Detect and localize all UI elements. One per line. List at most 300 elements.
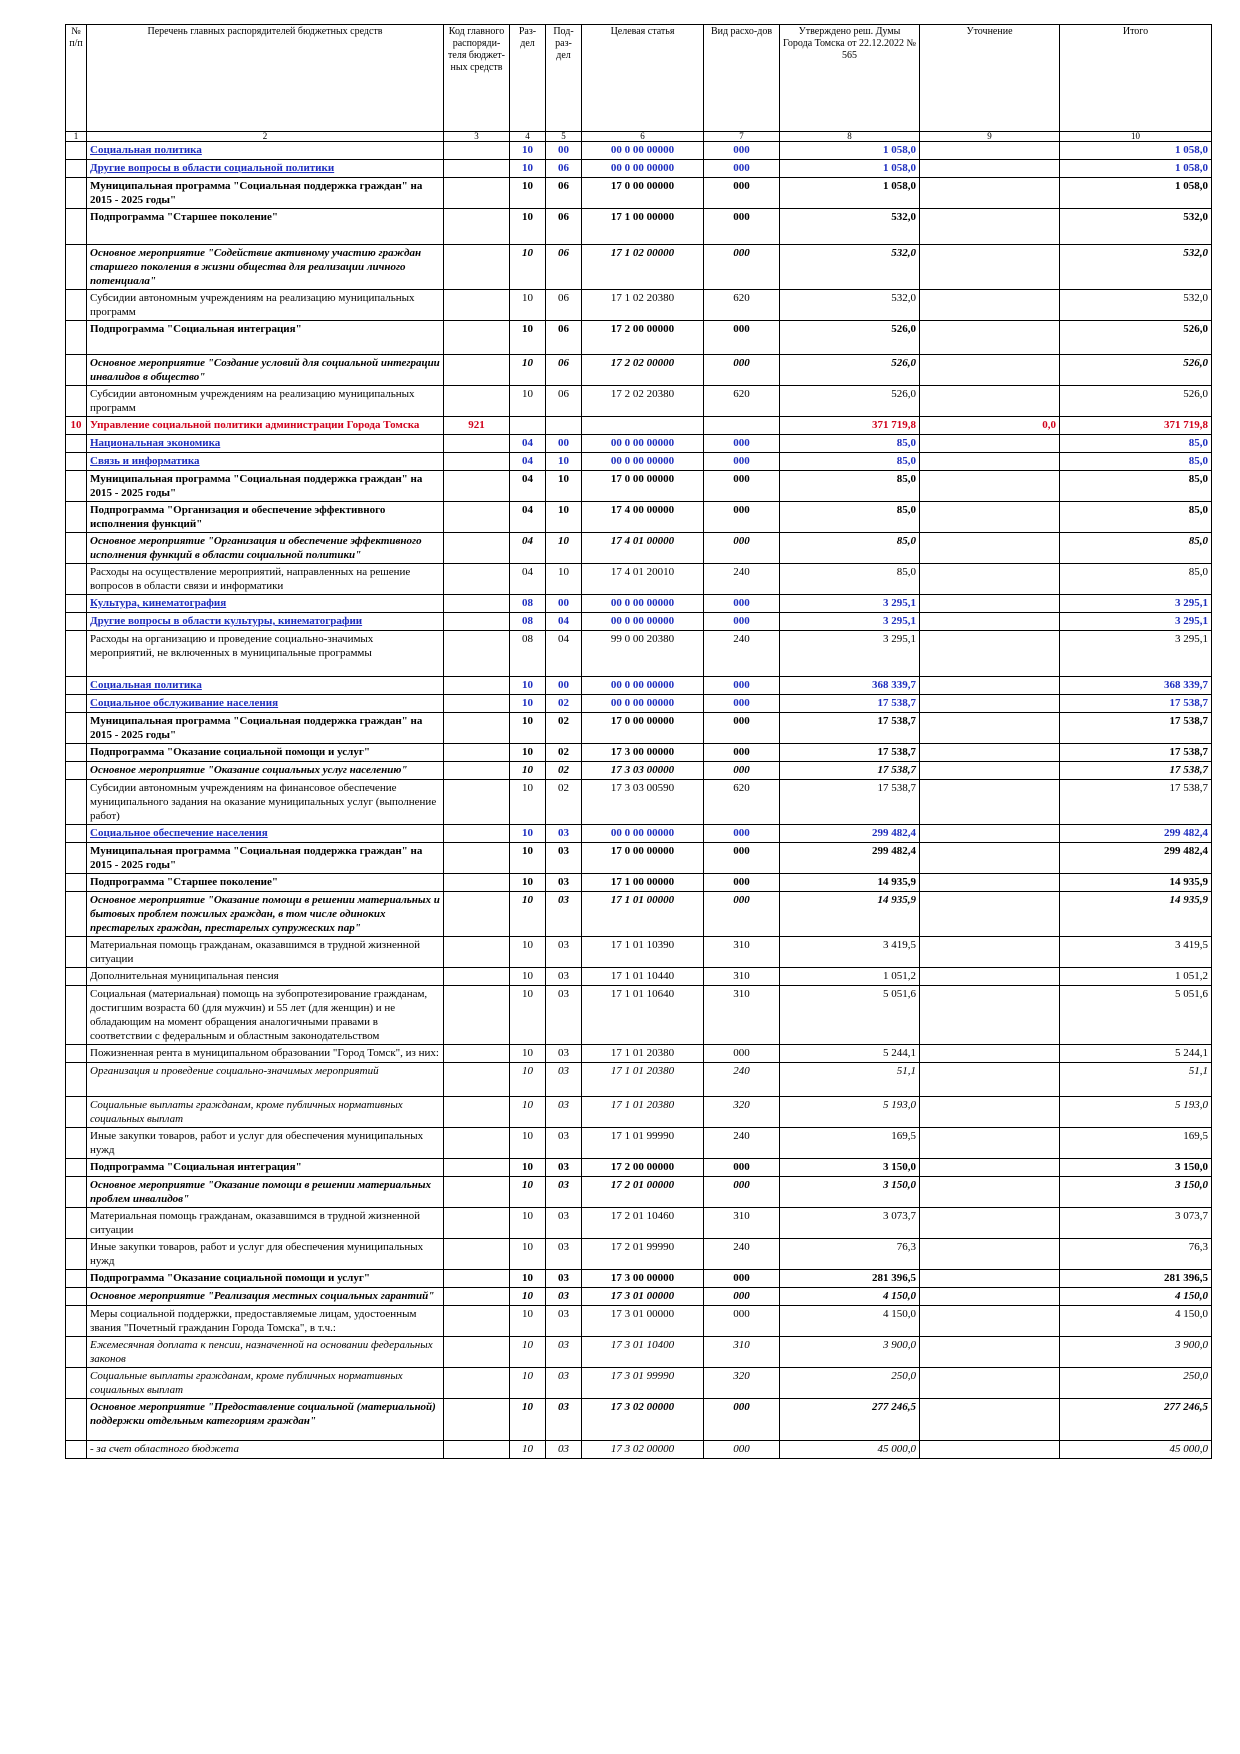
row-clarification [920, 321, 1060, 355]
table-row [66, 874, 1212, 892]
row-code [444, 1045, 510, 1063]
row-name: Основное мероприятие "Содействие активному участию граждан старшего поколения в жизни общества для реализации личного потенциала" [87, 245, 444, 290]
row-code [444, 1441, 510, 1459]
row-expense-type: 620 [704, 780, 780, 825]
row-code [444, 533, 510, 564]
row-clarification [920, 1270, 1060, 1288]
row-target-item: 17 4 01 20010 [582, 564, 704, 595]
row-target-item: 99 0 00 20380 [582, 631, 704, 677]
row-name: Основное мероприятие "Создание условий для социальной интеграции инвалидов в общество" [87, 355, 444, 386]
table-row [66, 1128, 1212, 1159]
row-name: Материальная помощь гражданам, оказавшимся в трудной жизненной ситуации [87, 1208, 444, 1239]
row-expense-type: 000 [704, 471, 780, 502]
row-expense-type: 000 [704, 613, 780, 631]
row-total: 3 295,1 [1060, 595, 1212, 613]
row-target-item: 17 4 01 00000 [582, 533, 704, 564]
row-section: 10 [510, 1159, 546, 1177]
row-expense-type: 320 [704, 1097, 780, 1128]
row-expense-type: 240 [704, 631, 780, 677]
row-number [66, 533, 87, 564]
row-name: Основное мероприятие "Организация и обеспечение эффективного исполнения функций в области социальной политики" [87, 533, 444, 564]
row-total: 532,0 [1060, 245, 1212, 290]
row-name: Подпрограмма "Организация и обеспечение эффективного исполнения функций" [87, 502, 444, 533]
row-expense-type: 310 [704, 1337, 780, 1368]
row-subsection: 02 [546, 744, 582, 762]
row-name: Социальная (материальная) помощь на зубопротезирование гражданам, достигшим возраста 60 (для мужчин) и 55 лет (для женщин) и не обладающим на момент обращения аналогичными правами в соответствии с федеральным и областным законодательством [87, 986, 444, 1045]
row-clarification [920, 386, 1060, 417]
row-code [444, 502, 510, 533]
row-expense-type: 000 [704, 1288, 780, 1306]
row-approved: 85,0 [780, 533, 920, 564]
row-approved: 526,0 [780, 355, 920, 386]
row-name: Социальная политика [87, 677, 444, 695]
table-row [66, 355, 1212, 386]
row-clarification [920, 142, 1060, 160]
table-row [66, 321, 1212, 355]
row-number [66, 564, 87, 595]
row-section: 10 [510, 874, 546, 892]
row-clarification [920, 471, 1060, 502]
row-expense-type: 320 [704, 1368, 780, 1399]
row-expense-type: 000 [704, 355, 780, 386]
row-target-item: 17 4 00 00000 [582, 502, 704, 533]
row-section: 10 [510, 695, 546, 713]
row-code [444, 290, 510, 321]
row-subsection: 03 [546, 825, 582, 843]
row-clarification [920, 533, 1060, 564]
row-name: Субсидии автономным учреждениям на реализацию муниципальных программ [87, 386, 444, 417]
row-total: 1 058,0 [1060, 160, 1212, 178]
row-approved: 3 900,0 [780, 1337, 920, 1368]
column-number: 1 [66, 132, 87, 142]
row-total: 85,0 [1060, 435, 1212, 453]
row-expense-type: 000 [704, 160, 780, 178]
row-section: 08 [510, 613, 546, 631]
column-number: 8 [780, 132, 920, 142]
header-section: Раз-дел [510, 25, 546, 132]
row-clarification [920, 502, 1060, 533]
row-target-item: 17 0 00 00000 [582, 713, 704, 744]
row-name: Ежемесячная доплата к пенсии, назначенной на основании федеральных законов [87, 1337, 444, 1368]
table-row [66, 1097, 1212, 1128]
row-code [444, 695, 510, 713]
row-approved: 85,0 [780, 453, 920, 471]
row-code [444, 471, 510, 502]
row-expense-type: 000 [704, 762, 780, 780]
row-expense-type: 000 [704, 533, 780, 564]
row-section: 10 [510, 1270, 546, 1288]
row-subsection: 02 [546, 713, 582, 744]
row-approved: 85,0 [780, 564, 920, 595]
row-number [66, 386, 87, 417]
row-code [444, 595, 510, 613]
row-target-item: 17 3 00 00000 [582, 744, 704, 762]
row-section: 10 [510, 713, 546, 744]
row-number [66, 1159, 87, 1177]
row-target-item: 17 3 01 00000 [582, 1306, 704, 1337]
row-approved: 5 244,1 [780, 1045, 920, 1063]
table-row [66, 1441, 1212, 1459]
header-target-item: Целевая статья [582, 25, 704, 132]
row-clarification [920, 453, 1060, 471]
row-section: 10 [510, 968, 546, 986]
row-target-item: 17 2 01 10460 [582, 1208, 704, 1239]
row-clarification [920, 695, 1060, 713]
row-subsection: 00 [546, 595, 582, 613]
row-expense-type: 000 [704, 178, 780, 209]
row-code [444, 1177, 510, 1208]
row-name: Основное мероприятие "Оказание помощи в решении материальных и бытовых проблем пожилых граждан, в том числе одиноких престарелых граждан, престарелых супружеских пар" [87, 892, 444, 937]
row-expense-type: 000 [704, 825, 780, 843]
row-name: Культура, кинематография [87, 595, 444, 613]
row-target-item: 17 3 00 00000 [582, 1270, 704, 1288]
row-total: 3 150,0 [1060, 1159, 1212, 1177]
row-section: 10 [510, 892, 546, 937]
row-number [66, 1177, 87, 1208]
row-total: 3 295,1 [1060, 631, 1212, 677]
row-code [444, 744, 510, 762]
row-section: 04 [510, 502, 546, 533]
column-number: 9 [920, 132, 1060, 142]
row-code [444, 1306, 510, 1337]
row-number [66, 631, 87, 677]
row-name: - за счет областного бюджета [87, 1441, 444, 1459]
row-clarification [920, 613, 1060, 631]
row-expense-type: 000 [704, 1441, 780, 1459]
row-subsection: 00 [546, 435, 582, 453]
row-approved: 3 419,5 [780, 937, 920, 968]
row-subsection: 03 [546, 1159, 582, 1177]
row-total: 17 538,7 [1060, 695, 1212, 713]
row-section: 10 [510, 1399, 546, 1441]
row-section: 04 [510, 564, 546, 595]
row-section: 08 [510, 595, 546, 613]
row-total: 1 058,0 [1060, 142, 1212, 160]
row-target-item: 00 0 00 00000 [582, 613, 704, 631]
row-approved: 14 935,9 [780, 892, 920, 937]
row-clarification [920, 825, 1060, 843]
table-row [66, 780, 1212, 825]
row-expense-type: 310 [704, 937, 780, 968]
row-target-item: 17 2 01 99990 [582, 1239, 704, 1270]
column-number: 6 [582, 132, 704, 142]
row-clarification [920, 762, 1060, 780]
row-subsection: 03 [546, 892, 582, 937]
header-approved: Утверждено реш. Думы Города Томска от 22.12.2022 № 565 [780, 25, 920, 132]
row-total: 5 244,1 [1060, 1045, 1212, 1063]
row-code [444, 1063, 510, 1097]
row-name: Муниципальная программа "Социальная поддержка граждан" на 2015 - 2025 годы" [87, 471, 444, 502]
row-approved: 17 538,7 [780, 713, 920, 744]
table-row [66, 613, 1212, 631]
row-subsection: 03 [546, 843, 582, 874]
row-target-item: 17 3 01 99990 [582, 1368, 704, 1399]
row-total: 17 538,7 [1060, 780, 1212, 825]
row-total: 17 538,7 [1060, 744, 1212, 762]
row-target-item: 00 0 00 00000 [582, 435, 704, 453]
row-name: Социальное обеспечение населения [87, 825, 444, 843]
row-subsection: 10 [546, 453, 582, 471]
row-approved: 3 295,1 [780, 631, 920, 677]
row-approved: 371 719,8 [780, 417, 920, 435]
row-name: Подпрограмма "Старшее поколение" [87, 209, 444, 245]
row-code [444, 1159, 510, 1177]
row-name: Расходы на организацию и проведение социально-значимых мероприятий, не включенных в муниципальные программы [87, 631, 444, 677]
table-row [66, 502, 1212, 533]
row-clarification [920, 1337, 1060, 1368]
row-target-item: 17 2 00 00000 [582, 1159, 704, 1177]
row-number [66, 613, 87, 631]
row-target-item: 00 0 00 00000 [582, 453, 704, 471]
row-approved: 51,1 [780, 1063, 920, 1097]
row-code [444, 874, 510, 892]
row-name: Социальные выплаты гражданам, кроме публичных нормативных социальных выплат [87, 1097, 444, 1128]
row-total: 3 900,0 [1060, 1337, 1212, 1368]
row-number [66, 502, 87, 533]
row-name: Подпрограмма "Оказание социальной помощи и услуг" [87, 1270, 444, 1288]
row-expense-type: 240 [704, 1239, 780, 1270]
table-row [66, 1159, 1212, 1177]
row-number [66, 1306, 87, 1337]
row-number [66, 1441, 87, 1459]
table-row [66, 1177, 1212, 1208]
column-number: 3 [444, 132, 510, 142]
table-row [66, 564, 1212, 595]
row-approved: 4 150,0 [780, 1288, 920, 1306]
table-header [66, 25, 1212, 142]
row-number [66, 1288, 87, 1306]
row-approved: 532,0 [780, 245, 920, 290]
row-target-item: 17 1 02 00000 [582, 245, 704, 290]
row-approved: 85,0 [780, 502, 920, 533]
row-subsection: 03 [546, 968, 582, 986]
row-approved: 1 058,0 [780, 142, 920, 160]
row-expense-type: 310 [704, 1208, 780, 1239]
row-subsection: 03 [546, 1368, 582, 1399]
row-code [444, 937, 510, 968]
row-total: 14 935,9 [1060, 892, 1212, 937]
row-approved: 1 051,2 [780, 968, 920, 986]
row-subsection: 03 [546, 1441, 582, 1459]
row-section: 04 [510, 453, 546, 471]
row-number [66, 1045, 87, 1063]
row-subsection: 10 [546, 502, 582, 533]
row-target-item: 17 3 03 00000 [582, 762, 704, 780]
header-expense-type: Вид расхо-дов [704, 25, 780, 132]
row-approved: 3 150,0 [780, 1159, 920, 1177]
row-target-item: 17 1 00 00000 [582, 209, 704, 245]
column-number: 2 [87, 132, 444, 142]
row-number [66, 713, 87, 744]
row-target-item: 17 1 01 20380 [582, 1063, 704, 1097]
row-approved: 45 000,0 [780, 1441, 920, 1459]
row-section: 04 [510, 435, 546, 453]
row-approved: 281 396,5 [780, 1270, 920, 1288]
row-number [66, 780, 87, 825]
table-row [66, 695, 1212, 713]
row-total: 250,0 [1060, 1368, 1212, 1399]
row-clarification [920, 1239, 1060, 1270]
row-clarification [920, 744, 1060, 762]
header-name: Перечень главных распорядителей бюджетных средств [87, 25, 444, 132]
column-number: 7 [704, 132, 780, 142]
row-subsection: 04 [546, 631, 582, 677]
row-target-item: 00 0 00 00000 [582, 677, 704, 695]
table-row [66, 453, 1212, 471]
row-clarification [920, 1097, 1060, 1128]
row-number [66, 892, 87, 937]
row-code [444, 631, 510, 677]
row-approved: 5 051,6 [780, 986, 920, 1045]
row-expense-type: 000 [704, 142, 780, 160]
row-total: 526,0 [1060, 386, 1212, 417]
table-row [66, 386, 1212, 417]
row-number [66, 1208, 87, 1239]
row-target-item: 17 1 01 00000 [582, 892, 704, 937]
row-subsection: 00 [546, 142, 582, 160]
row-expense-type: 310 [704, 986, 780, 1045]
row-code [444, 892, 510, 937]
row-approved: 277 246,5 [780, 1399, 920, 1441]
row-total: 85,0 [1060, 533, 1212, 564]
row-total: 526,0 [1060, 321, 1212, 355]
row-section: 10 [510, 1337, 546, 1368]
row-expense-type: 000 [704, 1177, 780, 1208]
row-target-item: 17 2 02 20380 [582, 386, 704, 417]
row-total: 85,0 [1060, 502, 1212, 533]
row-clarification [920, 245, 1060, 290]
row-number [66, 986, 87, 1045]
row-expense-type: 000 [704, 435, 780, 453]
row-total: 169,5 [1060, 1128, 1212, 1159]
row-expense-type: 000 [704, 245, 780, 290]
column-number: 5 [546, 132, 582, 142]
row-number [66, 209, 87, 245]
table-row [66, 843, 1212, 874]
row-clarification [920, 595, 1060, 613]
table-row [66, 677, 1212, 695]
header-subsection: Под-раз-дел [546, 25, 582, 132]
table-row [66, 1063, 1212, 1097]
row-total: 371 719,8 [1060, 417, 1212, 435]
row-section: 10 [510, 1368, 546, 1399]
row-section: 10 [510, 160, 546, 178]
row-subsection [546, 417, 582, 435]
row-code [444, 1399, 510, 1441]
row-approved: 3 295,1 [780, 613, 920, 631]
row-code [444, 986, 510, 1045]
row-name: Иные закупки товаров, работ и услуг для обеспечения муниципальных нужд [87, 1239, 444, 1270]
row-name: Подпрограмма "Старшее поколение" [87, 874, 444, 892]
row-target-item: 17 1 01 10440 [582, 968, 704, 986]
row-clarification [920, 713, 1060, 744]
row-name: Социальная политика [87, 142, 444, 160]
row-clarification [920, 355, 1060, 386]
row-total: 4 150,0 [1060, 1288, 1212, 1306]
table-row [66, 160, 1212, 178]
row-subsection: 02 [546, 780, 582, 825]
row-total: 3 073,7 [1060, 1208, 1212, 1239]
row-section: 10 [510, 937, 546, 968]
table-row [66, 209, 1212, 245]
row-subsection: 03 [546, 1399, 582, 1441]
row-target-item: 17 1 01 10640 [582, 986, 704, 1045]
row-number [66, 435, 87, 453]
row-clarification [920, 1045, 1060, 1063]
row-number [66, 1399, 87, 1441]
row-subsection: 06 [546, 209, 582, 245]
row-expense-type: 000 [704, 1399, 780, 1441]
row-approved: 76,3 [780, 1239, 920, 1270]
row-expense-type: 000 [704, 595, 780, 613]
row-approved: 17 538,7 [780, 695, 920, 713]
row-section: 10 [510, 1128, 546, 1159]
row-section: 10 [510, 178, 546, 209]
row-code [444, 355, 510, 386]
row-total: 299 482,4 [1060, 843, 1212, 874]
row-code [444, 762, 510, 780]
row-total: 17 538,7 [1060, 762, 1212, 780]
column-number: 10 [1060, 132, 1212, 142]
row-section: 10 [510, 142, 546, 160]
row-expense-type: 000 [704, 321, 780, 355]
row-total: 5 051,6 [1060, 986, 1212, 1045]
row-total: 532,0 [1060, 290, 1212, 321]
header-clarification: Уточнение [920, 25, 1060, 132]
row-number [66, 160, 87, 178]
row-number [66, 677, 87, 695]
row-code [444, 968, 510, 986]
table-row [66, 142, 1212, 160]
row-code [444, 435, 510, 453]
row-subsection: 03 [546, 1337, 582, 1368]
row-target-item [582, 417, 704, 435]
row-target-item: 17 1 01 20380 [582, 1097, 704, 1128]
row-section: 10 [510, 1306, 546, 1337]
row-code [444, 1208, 510, 1239]
row-approved: 250,0 [780, 1368, 920, 1399]
row-name: Расходы на осуществление мероприятий, направленных на решение вопросов в области связи и информатики [87, 564, 444, 595]
row-section: 10 [510, 290, 546, 321]
row-subsection: 03 [546, 1306, 582, 1337]
row-clarification [920, 986, 1060, 1045]
row-number [66, 744, 87, 762]
row-approved: 17 538,7 [780, 762, 920, 780]
row-number [66, 178, 87, 209]
row-expense-type: 620 [704, 290, 780, 321]
row-section: 10 [510, 1208, 546, 1239]
row-code [444, 245, 510, 290]
row-number [66, 874, 87, 892]
row-number [66, 695, 87, 713]
row-section: 10 [510, 1239, 546, 1270]
row-expense-type: 000 [704, 453, 780, 471]
row-name: Иные закупки товаров, работ и услуг для обеспечения муниципальных нужд [87, 1128, 444, 1159]
row-expense-type: 000 [704, 843, 780, 874]
row-code [444, 321, 510, 355]
row-clarification [920, 1441, 1060, 1459]
row-code [444, 613, 510, 631]
row-approved: 3 295,1 [780, 595, 920, 613]
row-name: Подпрограмма "Оказание социальной помощи и услуг" [87, 744, 444, 762]
row-subsection: 02 [546, 695, 582, 713]
row-section: 10 [510, 1045, 546, 1063]
row-approved: 532,0 [780, 209, 920, 245]
row-name: Основное мероприятие "Оказание помощи в решении материальных проблем инвалидов" [87, 1177, 444, 1208]
row-approved: 532,0 [780, 290, 920, 321]
row-target-item: 17 1 02 20380 [582, 290, 704, 321]
row-name: Национальная экономика [87, 435, 444, 453]
